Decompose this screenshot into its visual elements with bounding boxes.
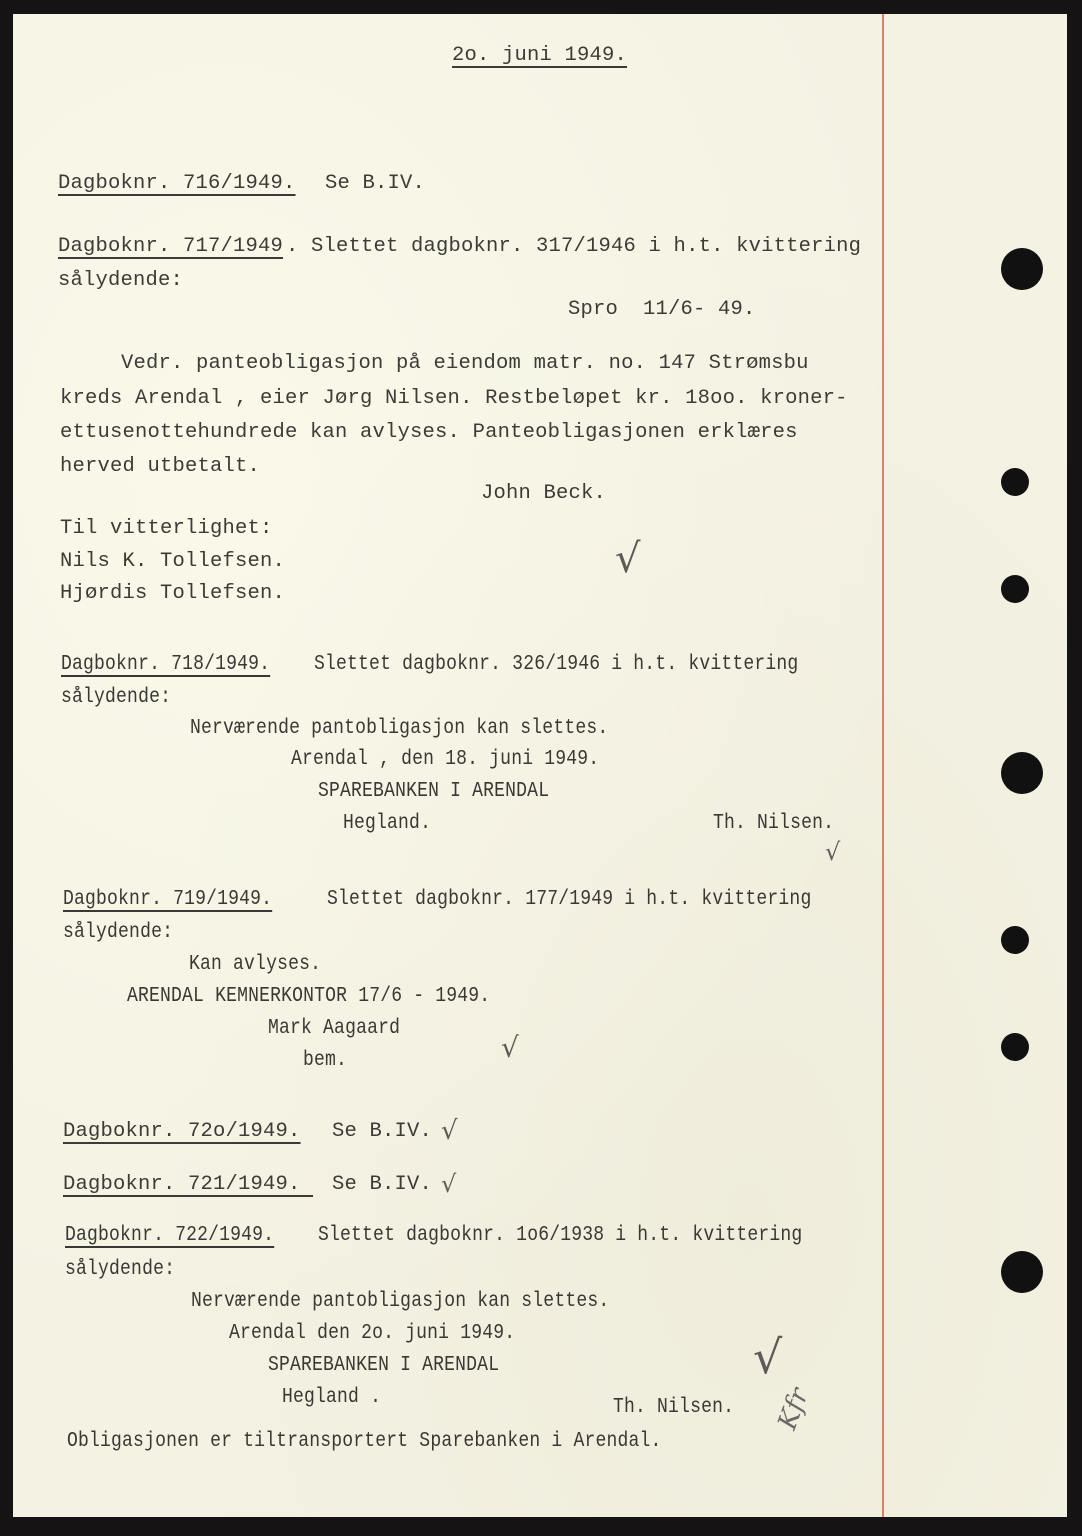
- entry-text: . Slettet dagboknr. 317/1946 i h.t. kvittering: [286, 235, 862, 258]
- checkmark-icon: √: [441, 1170, 457, 1198]
- punch-hole-icon: [1001, 1033, 1029, 1061]
- punch-hole-icon: [1001, 1251, 1043, 1293]
- checkmark-icon: √: [501, 1031, 519, 1064]
- entry-label: Dagboknr. 722/1949.: [65, 1224, 275, 1247]
- entry-label: Dagboknr. 72o/1949.: [63, 1120, 301, 1143]
- entry-label: Dagboknr. 719/1949.: [63, 888, 273, 911]
- body-line: Arendal den 2o. juni 1949.: [229, 1322, 516, 1345]
- entry-line2: sålydende:: [63, 921, 174, 944]
- punch-hole-icon: [1001, 248, 1043, 290]
- signature-right: Th. Nilsen.: [713, 812, 835, 835]
- entry-text: Slettet dagboknr. 326/1946 i h.t. kvittering: [303, 653, 799, 676]
- entry-line2: sålydende:: [65, 1258, 176, 1281]
- punch-hole-icon: [1001, 468, 1029, 496]
- punch-hole-icon: [1001, 752, 1043, 794]
- punch-hole-icon: [1001, 926, 1029, 954]
- signature-left: Hegland .: [282, 1386, 382, 1409]
- entry-label: Dagboknr. 717/1949: [58, 235, 284, 258]
- signature-left: Hegland.: [343, 812, 432, 835]
- witness-name: Nils K. Tollefsen.: [60, 550, 286, 573]
- witness-name: Hjørdis Tollefsen.: [60, 582, 286, 605]
- signature-right: Th. Nilsen.: [613, 1396, 735, 1419]
- place-date: Spro 11/6- 49.: [568, 298, 756, 321]
- entry-text: Se B.IV.: [332, 1173, 433, 1196]
- entry-line2: sålydende:: [58, 269, 184, 292]
- entry-text: Slettet dagboknr. 177/1949 i h.t. kvittering: [305, 888, 812, 911]
- body-line: Nerværende pantobligasjon kan slettes.: [190, 717, 609, 740]
- checkmark-icon: √: [615, 536, 641, 582]
- entry-line2: sålydende:: [61, 686, 172, 709]
- body-line: herved utbetalt.: [60, 455, 261, 478]
- body-line: ettusenottehundrede kan avlyses. Panteobligasjonen erklæres: [60, 421, 798, 444]
- body-line: kreds Arendal , eier Jørg Nilsen. Restbeløpet kr. 18oo. kroner-: [60, 387, 848, 410]
- body-line: SPAREBANKEN I ARENDAL: [268, 1354, 500, 1377]
- checkmark-icon: √: [441, 1116, 458, 1146]
- body-line: Mark Aagaard: [268, 1017, 401, 1040]
- document-page: [13, 14, 1067, 1517]
- body-line: bem.: [303, 1049, 348, 1072]
- body-line: SPAREBANKEN I ARENDAL: [318, 780, 550, 803]
- checkmark-icon: √: [825, 838, 841, 866]
- entry-text: Slettet dagboknr. 1o6/1938 i h.t. kvittering: [307, 1224, 803, 1247]
- entry-label: Dagboknr. 721/1949.: [63, 1173, 314, 1196]
- transfer-note: Obligasjonen er tiltransportert Sparebanken i Arendal.: [67, 1430, 662, 1453]
- red-margin-line: [882, 14, 884, 1517]
- witness-label: Til vitterlighet:: [60, 517, 273, 540]
- header-date: 2o. juni 1949.: [452, 44, 628, 67]
- body-line: Kan avlyses.: [189, 953, 322, 976]
- entry-label: Dagboknr. 716/1949.: [58, 172, 296, 195]
- checkmark-icon: √: [753, 1330, 783, 1384]
- punch-hole-icon: [1001, 575, 1029, 603]
- body-line: Nerværende pantobligasjon kan slettes.: [191, 1290, 610, 1313]
- entry-text: Se B.IV.: [332, 1120, 433, 1143]
- handwritten-initials: Kfr: [772, 1384, 815, 1434]
- body-line: Arendal , den 18. juni 1949.: [291, 748, 600, 771]
- signature: John Beck.: [481, 482, 607, 505]
- entry-label: Dagboknr. 718/1949.: [61, 653, 271, 676]
- entry-text: Se B.IV.: [325, 172, 426, 195]
- body-line: Vedr. panteobligasjon på eiendom matr. no. 147 Strømsbu: [121, 352, 809, 375]
- body-line: ARENDAL KEMNERKONTOR 17/6 - 1949.: [127, 985, 491, 1008]
